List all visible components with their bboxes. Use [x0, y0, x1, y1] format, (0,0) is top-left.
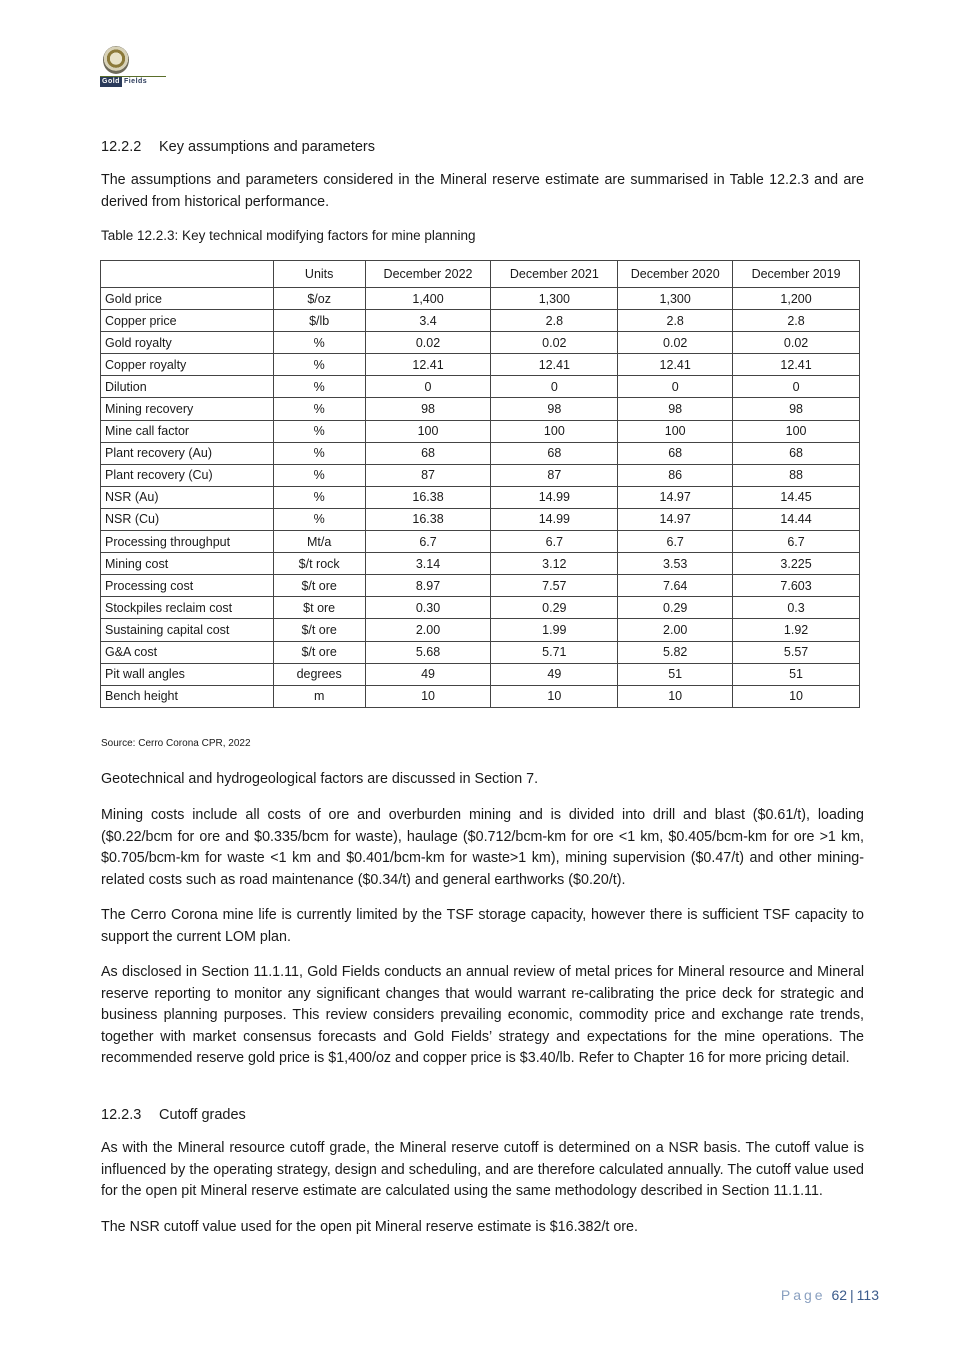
table-row: [101, 553, 860, 575]
table-cell: 3.53: [618, 553, 733, 575]
table-cell: 6.7: [733, 531, 860, 553]
table-cell: 12.41: [491, 354, 618, 376]
table-cell: 49: [491, 663, 618, 685]
section-number: 12.2.3: [101, 1107, 142, 1123]
table-cell: 7.603: [733, 575, 860, 597]
row-label-cell: G&A cost: [101, 641, 274, 663]
table-row: [101, 486, 860, 508]
table-cell: 0.02: [618, 332, 733, 354]
table-row: [101, 442, 860, 464]
table-cell: 49: [365, 663, 491, 685]
table-cell: 1.99: [491, 619, 618, 641]
table-cell: 0.02: [365, 332, 491, 354]
row-label-cell: Bench height: [101, 685, 274, 707]
table-cell: 14.44: [733, 508, 860, 530]
table-cell: 100: [618, 420, 733, 442]
table-cell: 88: [733, 464, 860, 486]
logo-fields-text: Fields: [123, 78, 148, 85]
table-caption: Table 12.2.3: Key technical modifying factors for mine planning: [101, 228, 476, 243]
section-number: 12.2.2: [101, 139, 142, 155]
table-cell: 5.82: [618, 641, 733, 663]
row-label-cell: NSR (Au): [101, 486, 274, 508]
table-cell: 0.02: [491, 332, 618, 354]
header-cell: December 2022: [365, 261, 491, 288]
table-cell: 14.97: [618, 508, 733, 530]
table-row: [101, 310, 860, 332]
table-cell: m: [273, 685, 365, 707]
paragraph-nsr-cutoff: The NSR cutoff value used for the open pit Mineral reserve estimate is $16.382/t ore.: [101, 1219, 638, 1235]
row-label-cell: Stockpiles reclaim cost: [101, 597, 274, 619]
table-cell: Mt/a: [273, 531, 365, 553]
table-cell: 0.30: [365, 597, 491, 619]
row-label-cell: Gold royalty: [101, 332, 274, 354]
row-label-cell: NSR (Cu): [101, 508, 274, 530]
table-cell: 98: [491, 398, 618, 420]
table-cell: 68: [733, 442, 860, 464]
table-cell: 8.97: [365, 575, 491, 597]
table-cell: 16.38: [365, 508, 491, 530]
table-cell: 2.8: [491, 310, 618, 332]
row-label-cell: Plant recovery (Au): [101, 442, 274, 464]
table-cell: 16.38: [365, 486, 491, 508]
company-logo: [100, 44, 170, 88]
table-cell: 87: [365, 464, 491, 486]
table-cell: 51: [618, 663, 733, 685]
table-cell: 14.99: [491, 486, 618, 508]
table-cell: $/lb: [273, 310, 365, 332]
table-cell: 0: [365, 376, 491, 398]
table-cell: 2.8: [618, 310, 733, 332]
header-cell: December 2021: [491, 261, 618, 288]
table-cell: %: [273, 508, 365, 530]
paragraph-mining-costs: Mining costs include all costs of ore and overburden mining and is divided into drill and blast ($0.61/t), loading ($0.22/bcm for ore and $0.335/bcm for waste), haulage ($0.712/bcm-km for ore <1 km, $0.405/bcm-km for ore >1 km, $0.705/bcm-km for waste <1 km and $0.401/bcm-km for waste>1 km), mining supervision ($0.47/t) and other mining-related costs such as road maintenance ($0.34/t) and general earthworks ($0.20/t).: [101, 807, 864, 888]
table-cell: 1.92: [733, 619, 860, 641]
header-cell: Units: [273, 261, 365, 288]
row-label-cell: Sustaining capital cost: [101, 619, 274, 641]
row-label-cell: Plant recovery (Cu): [101, 464, 274, 486]
paragraph-metal-prices: As disclosed in Section 11.1.11, Gold Fields conducts an annual review of metal prices for Mineral resource and Mineral reserve reporting to monitor any significant changes that would warrant re-calibrating the price deck for strategic and business planning purposes. This review considers prevailing economic, commodity price and exchange rate trends, together with market consensus forecasts and Gold Fields’ strategy and expectations for the mine operations. The recommended reserve gold price is $1,400/oz and copper price is $3.40/lb. Refer to Chapter 16 for more pricing detail.: [101, 964, 864, 1066]
row-label-cell: Mining cost: [101, 553, 274, 575]
section-title: Key assumptions and parameters: [159, 139, 375, 155]
page-label: Page: [780, 1287, 826, 1303]
table-cell: 100: [365, 420, 491, 442]
table-row: [101, 288, 860, 310]
table-cell: %: [273, 442, 365, 464]
table-row: [101, 332, 860, 354]
table-cell: 14.97: [618, 486, 733, 508]
table-cell: 98: [365, 398, 491, 420]
table-cell: %: [273, 464, 365, 486]
table-cell: $/t rock: [273, 553, 365, 575]
table-row: [101, 685, 860, 707]
table-cell: 6.7: [491, 531, 618, 553]
row-label-cell: Mine call factor: [101, 420, 274, 442]
table-cell: 51: [733, 663, 860, 685]
table-cell: 3.225: [733, 553, 860, 575]
table-cell: 10: [491, 685, 618, 707]
logo-gold-text: Gold: [102, 78, 120, 85]
row-label-cell: Processing cost: [101, 575, 274, 597]
table-cell: 0: [618, 376, 733, 398]
row-label-cell: Mining recovery: [101, 398, 274, 420]
table-row: [101, 619, 860, 641]
table-cell: $/oz: [273, 288, 365, 310]
modifying-factors-table: [100, 260, 860, 708]
table-cell: %: [273, 376, 365, 398]
paragraph-mine-life: The Cerro Corona mine life is currently limited by the TSF storage capacity, however there is sufficient TSF capacity to support the current LOM plan.: [101, 907, 864, 945]
table-row: [101, 464, 860, 486]
table-cell: 100: [733, 420, 860, 442]
row-label-cell: Dilution: [101, 376, 274, 398]
table-row: [101, 420, 860, 442]
table-cell: 1,200: [733, 288, 860, 310]
table-cell: $/t ore: [273, 641, 365, 663]
table-cell: 86: [618, 464, 733, 486]
page-current: 62: [831, 1287, 848, 1303]
table-cell: 3.14: [365, 553, 491, 575]
section-heading-1222: [101, 139, 375, 155]
table-cell: 7.57: [491, 575, 618, 597]
table-cell: 68: [618, 442, 733, 464]
table-cell: 1,400: [365, 288, 491, 310]
row-label-cell: Copper price: [101, 310, 274, 332]
table-row: [101, 508, 860, 530]
table-cell: 3.12: [491, 553, 618, 575]
page-total: 113: [856, 1287, 879, 1303]
table-cell: 5.57: [733, 641, 860, 663]
table-cell: 10: [733, 685, 860, 707]
table-cell: %: [273, 486, 365, 508]
table-row: [101, 663, 860, 685]
table-cell: %: [273, 398, 365, 420]
page-separator: |: [850, 1287, 854, 1303]
table-row: [101, 398, 860, 420]
header-cell: December 2020: [618, 261, 733, 288]
table-cell: 0.3: [733, 597, 860, 619]
row-label-cell: Gold price: [101, 288, 274, 310]
table-cell: 14.45: [733, 486, 860, 508]
table-cell: 0: [491, 376, 618, 398]
page-number: [781, 1287, 879, 1303]
table-row: [101, 376, 860, 398]
header-cell: [101, 261, 274, 288]
table-cell: $/t ore: [273, 619, 365, 641]
table-cell: 2.00: [365, 619, 491, 641]
table-cell: 98: [733, 398, 860, 420]
table-cell: 100: [491, 420, 618, 442]
table-row: [101, 641, 860, 663]
table-cell: 0.02: [733, 332, 860, 354]
table-cell: 5.71: [491, 641, 618, 663]
logo-wordmark: [100, 76, 166, 87]
table-cell: 68: [365, 442, 491, 464]
table-cell: 1,300: [618, 288, 733, 310]
table-cell: 0: [733, 376, 860, 398]
table-cell: %: [273, 354, 365, 376]
table-cell: 6.7: [365, 531, 491, 553]
table-cell: 1,300: [491, 288, 618, 310]
header-cell: December 2019: [733, 261, 860, 288]
table-cell: 12.41: [618, 354, 733, 376]
table-header-row: [101, 261, 860, 288]
table-cell: 12.41: [733, 354, 860, 376]
section-heading-1223: [101, 1107, 246, 1123]
table-cell: 10: [618, 685, 733, 707]
table-row: [101, 597, 860, 619]
table-source-note: Source: Cerro Corona CPR, 2022: [101, 738, 251, 749]
table-row: [101, 531, 860, 553]
paragraph-cutoff-basis: As with the Mineral resource cutoff grade, the Mineral reserve cutoff is determined on a NSR basis. The cutoff value is influenced by the operating strategy, design and scheduling, and are therefore calculated annually. The cutoff value used for the open pit Mineral reserve estimate are calculated using the same methodology described in Section 11.1.11.: [101, 1140, 864, 1199]
row-label-cell: Copper royalty: [101, 354, 274, 376]
table-cell: 12.41: [365, 354, 491, 376]
table-cell: $t ore: [273, 597, 365, 619]
shield-emblem-icon: [103, 46, 129, 74]
table-cell: %: [273, 420, 365, 442]
table-cell: 6.7: [618, 531, 733, 553]
table-cell: 2.8: [733, 310, 860, 332]
section-title: Cutoff grades: [159, 1107, 246, 1123]
table-cell: degrees: [273, 663, 365, 685]
table-cell: 0.29: [618, 597, 733, 619]
table-cell: 0.29: [491, 597, 618, 619]
table-cell: 87: [491, 464, 618, 486]
table-cell: 7.64: [618, 575, 733, 597]
table-cell: 68: [491, 442, 618, 464]
paragraph-geotechnical: Geotechnical and hydrogeological factors are discussed in Section 7.: [101, 771, 539, 787]
row-label-cell: Processing throughput: [101, 531, 274, 553]
intro-paragraph: The assumptions and parameters considered in the Mineral reserve estimate are summarised in Table 12.2.3 and are derived from historical performance.: [101, 172, 864, 210]
table-cell: 3.4: [365, 310, 491, 332]
table-cell: %: [273, 332, 365, 354]
table-row: [101, 354, 860, 376]
table-cell: 14.99: [491, 508, 618, 530]
table-cell: 10: [365, 685, 491, 707]
table-cell: 2.00: [618, 619, 733, 641]
table-cell: 5.68: [365, 641, 491, 663]
table-cell: $/t ore: [273, 575, 365, 597]
row-label-cell: Pit wall angles: [101, 663, 274, 685]
table-cell: 98: [618, 398, 733, 420]
table-row: [101, 575, 860, 597]
